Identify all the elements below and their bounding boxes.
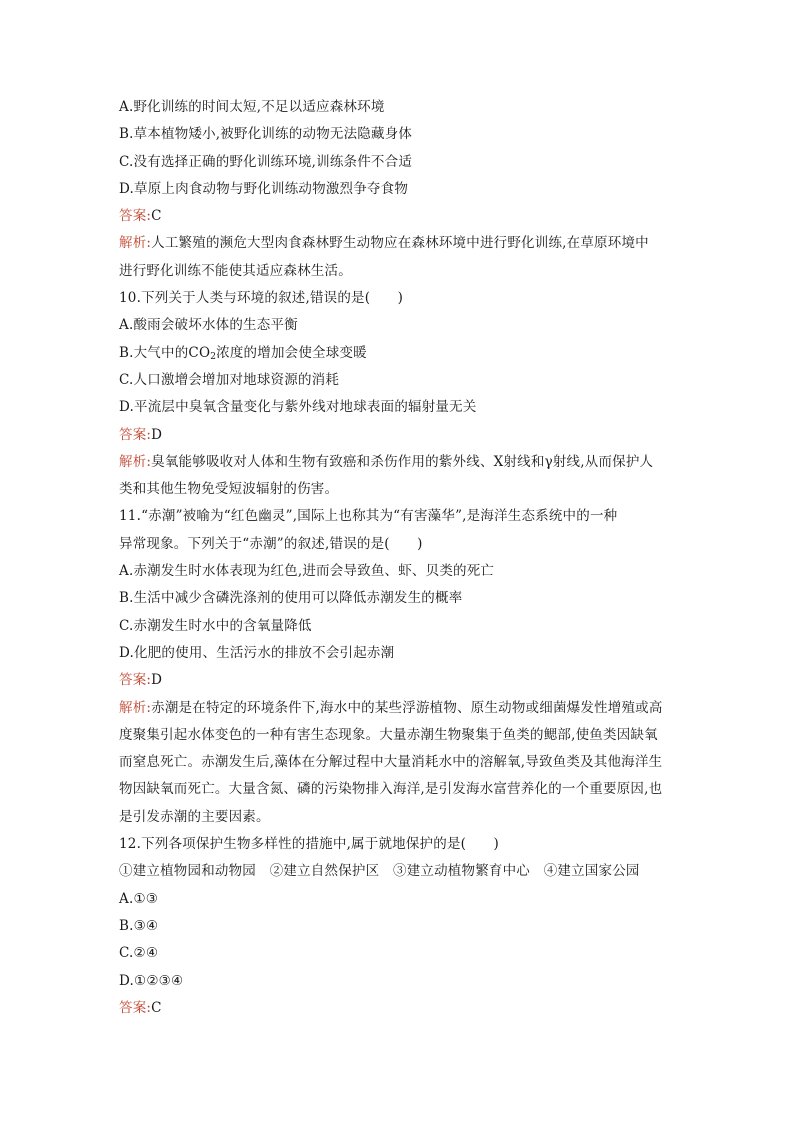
q9-option-c: C.没有选择正确的野化训练环境,训练条件不合适: [119, 153, 413, 170]
q11-analysis-line: 度聚集引起水体变色的一种有害生态现象。大量赤潮生物聚集于鱼类的鳃部,使鱼类因缺氧: [119, 726, 658, 743]
q9-option-a: A.野化训练的时间太短,不足以适应森林环境: [119, 99, 385, 115]
option-b-text: B.大气中的CO: [119, 344, 211, 361]
analysis-text: 赤潮是在特定的环境条件下,海水中的某些浮游植物、原生动物或细菌爆发性增殖或高: [151, 699, 663, 716]
analysis-label: 解析:: [119, 699, 152, 716]
analysis-text: 人工繁殖的濒危大型肉食森林野生动物应在森林环境中进行野化训练,在草原环境中: [151, 235, 649, 252]
q9-answer: [119, 203, 679, 230]
answer-value: C: [151, 999, 162, 1016]
q10-analysis-line: [119, 449, 679, 476]
q10-analysis-line: 类和其他生物免受短波辐射的伤害。: [119, 481, 339, 498]
q11-option-d: D.化肥的使用、生活污水的排放不会引起赤潮: [119, 644, 395, 661]
answer-label: 答案:: [119, 426, 152, 443]
q9-option-d: D.草原上肉食动物与野化训练动物激烈争夺食物: [119, 180, 409, 197]
q12-answer: [119, 995, 679, 1022]
analysis-label: 解析:: [119, 235, 152, 252]
q12-option-d: D.①②③④: [119, 972, 184, 989]
subscript: 2: [210, 351, 217, 362]
q12-stem: 12.下列各项保护生物多样性的措施中,属于就地保护的是( ): [119, 836, 499, 853]
option-b-text: 浓度的增加会使全球变暖: [216, 344, 367, 361]
q12-option-c: C.②④: [119, 945, 159, 962]
q11-option-c: C.赤潮发生时水中的含氧量降低: [119, 617, 312, 634]
q11-analysis-line: 而窒息死亡。赤潮发生后,藻体在分解过程中大量消耗水中的溶解氧,导致鱼类及其他海洋生: [119, 754, 663, 771]
q10-option-b: [119, 340, 679, 367]
answer-label: 答案:: [119, 999, 152, 1016]
q12-option-b: B.③④: [119, 917, 159, 934]
q12-option-a: A.①③: [119, 890, 159, 907]
q11-analysis-line: 是引发赤潮的主要因素。: [119, 808, 270, 825]
q11-option-a: A.赤潮发生时水体表现为红色,进而会导致鱼、虾、贝类的死亡: [119, 563, 495, 580]
q9-analysis-line: [119, 230, 679, 257]
q11-answer: [119, 667, 679, 694]
q11-stem: 异常现象。下列关于“赤潮”的叙述,错误的是( ): [119, 535, 423, 552]
answer-value: D: [151, 426, 163, 443]
analysis-text: 臭氧能够吸收对人体和生物有致癌和杀伤作用的紫外线、X射线和γ射线,从而保护人: [151, 453, 654, 470]
q11-analysis-line: [119, 695, 679, 722]
answer-label: 答案:: [119, 208, 152, 225]
q10-answer: [119, 422, 679, 449]
answer-label: 答案:: [119, 672, 152, 689]
q10-stem: 10.下列关于人类与环境的叙述,错误的是( ): [119, 290, 404, 307]
q10-option-d: D.平流层中臭氧含量变化与紫外线对地球表面的辐射量无关: [119, 399, 477, 416]
q12-measures: ①建立植物园和动物园 ②建立自然保护区 ③建立动植物繁育中心 ④建立国家公园: [119, 863, 640, 880]
q9-analysis-line: 进行野化训练不能使其适应森林生活。: [119, 262, 352, 279]
q11-option-b: B.生活中减少含磷洗涤剂的使用可以降低赤潮发生的概率: [119, 590, 463, 607]
q11-analysis-line: 物因缺氧而死亡。大量含氮、磷的污染物排入海洋,是引发海水富营养化的一个重要原因,也: [119, 781, 663, 798]
q9-option-b: B.草本植物矮小,被野化训练的动物无法隐藏身体: [119, 126, 413, 143]
q11-stem: 11.“赤潮”被喻为“红色幽灵”,国际上也称其为“有害藻华”,是海洋生态系统中的一种: [119, 508, 618, 525]
page-content: [119, 94, 679, 1022]
analysis-label: 解析:: [119, 453, 152, 470]
answer-value: C: [151, 208, 162, 225]
q10-option-c: C.人口激增会增加对地球资源的消耗: [119, 371, 340, 388]
q10-option-a: A.酸雨会破坏水体的生态平衡: [119, 317, 298, 334]
answer-value: D: [151, 672, 163, 689]
